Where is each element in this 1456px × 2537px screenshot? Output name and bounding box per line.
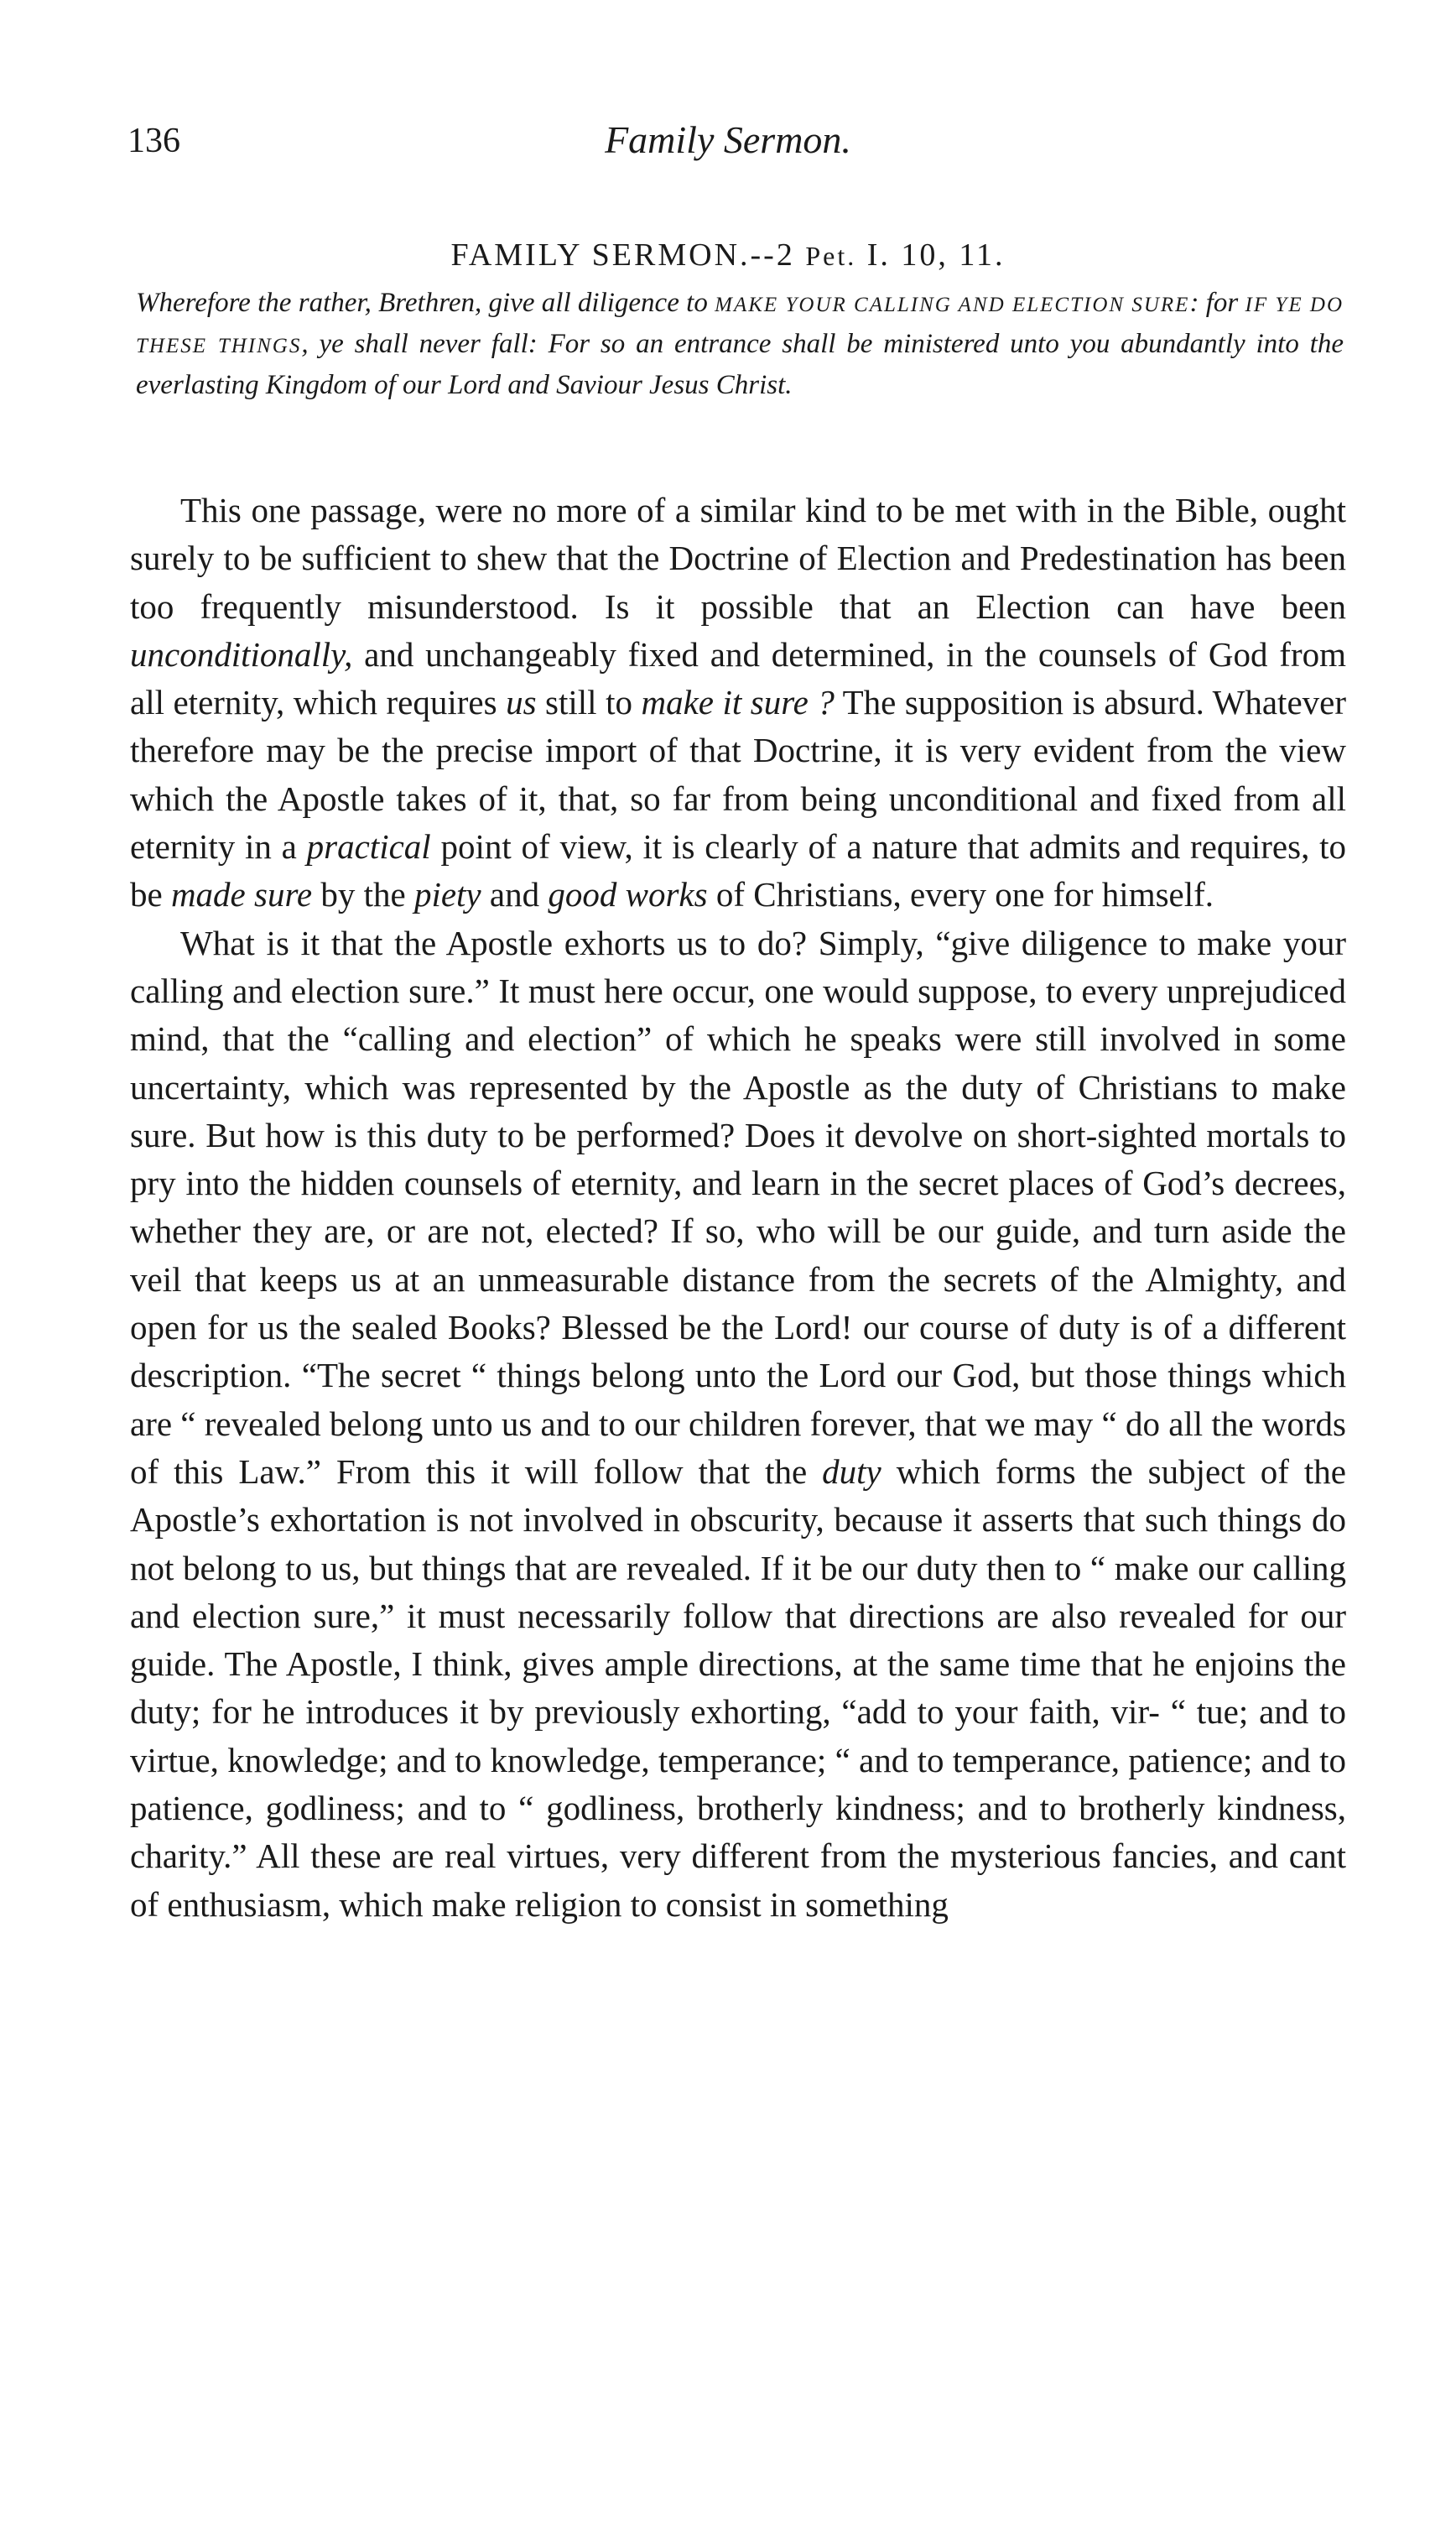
italic-run: us: [506, 683, 537, 722]
scripture-caps: IF YE DO THESE THINGS: [136, 294, 1344, 357]
italic-run: practical: [306, 827, 431, 867]
scripture-epigraph: [136, 284, 1344, 405]
text-run: The supposition is absurd. Whatever therefore may be the precise import of that Doctrine, it is very evident from the view which the Apostle takes of it, that, so far from being unconditional and fixed from all eternity in a: [130, 683, 1346, 867]
sermon-heading: [0, 237, 1456, 273]
text-run: of Christians, every one for himself.: [707, 875, 1214, 914]
sermon-heading-main: FAMILY SERMON.--2: [450, 237, 795, 273]
page-number: 136: [127, 122, 180, 160]
italic-run: make it sure ?: [641, 683, 835, 722]
italic-run: unconditionally,: [130, 634, 353, 674]
paragraph-1: [130, 487, 1346, 919]
sermon-heading-pet: Pet.: [805, 241, 857, 271]
italic-run: piety: [413, 875, 481, 914]
text-run: and unchangeably fixed and determined, in the counsels of God from all eternity, which requires: [130, 634, 1346, 722]
scripture-part: , ye shall never fall: For so an entrance shall be ministered unto you abundantly into the everlasting Kingdom of our Lord and Saviour Jesus Christ.: [136, 329, 1344, 400]
sermon-body: [130, 487, 1346, 1929]
text-run: which forms the subject of the Apostle’s exhortation is not involved in obscurity, because it asserts that such things do not belong to us, but things that are revealed. If it be our duty then to “ make our calling and election sure,” it must necessarily follow that directions are also revealed for our guide. The Apostle, I think, gives ample directions, at the same time that he enjoins the duty; for he introduces it by previously exhorting, “add to your faith, vir- “ tue; and to virtue, knowledge; and to knowledge, temperance; “ and to temperance, patience; and to patience, godliness; and to “ godliness, brotherly kindness; and to brotherly kindness, charity.” All these are real virtues, very different from the mysterious fancies, and cant of enthusiasm, which make religion to consist in something: [130, 1451, 1346, 1924]
scripture-part: Wherefore the rather, Brethren, give all diligence to: [136, 288, 708, 318]
italic-run: duty: [822, 1451, 881, 1491]
text-run: What is it that the Apostle exhorts us to do? Simply, “give diligence to make your calling and election sure.” It must here occur, one would suppose, to every unprejudiced mind, that the “calling and election” of which he speaks were still involved in some uncertainty, which was represented by the Apostle as the duty of Christians to make sure. But how is this duty to be performed? Does it devolve on short-sighted mortals to pry into the hidden counsels of eternity, and learn in the secret places of God’s decrees, whether they are, or are not, elected? If so, who will be our guide, and turn aside the veil that keeps us at an unmeasurable distance from the secrets of the Almighty, and open for us the sealed Books? Blessed be the Lord! our course of duty is of a different description. “The secret “ things belong unto the Lord our God, but those things which are “ revealed belong unto us and to our children forever, that we may “ do all the words of this Law.” From this it will follow that the: [130, 923, 1346, 1491]
text-run: still to: [536, 683, 642, 722]
running-head: [0, 117, 1456, 168]
text-run: point of view, it is clearly of a nature that admits and requires, to be: [130, 827, 1346, 914]
scripture-caps: MAKE YOUR CALLING AND ELECTION SURE: [715, 294, 1190, 316]
italic-run: made sure: [170, 875, 313, 914]
text-run: by the: [312, 875, 414, 914]
paragraph-2: [130, 919, 1346, 1929]
text-run: and: [481, 875, 549, 914]
italic-run: good works: [548, 875, 708, 914]
scripture-part: : for: [1189, 288, 1239, 318]
sermon-heading-citation: I. 10, 11.: [866, 237, 1006, 273]
running-title: Family Sermon.: [605, 118, 851, 161]
text-run: This one passage, were no more of a similar kind to be met with in the Bible, ought surely to be sufficient to shew that the Doctrine of Election and Predestination has been too frequently misunderstood. Is it possible that an Election can have been: [130, 491, 1346, 626]
